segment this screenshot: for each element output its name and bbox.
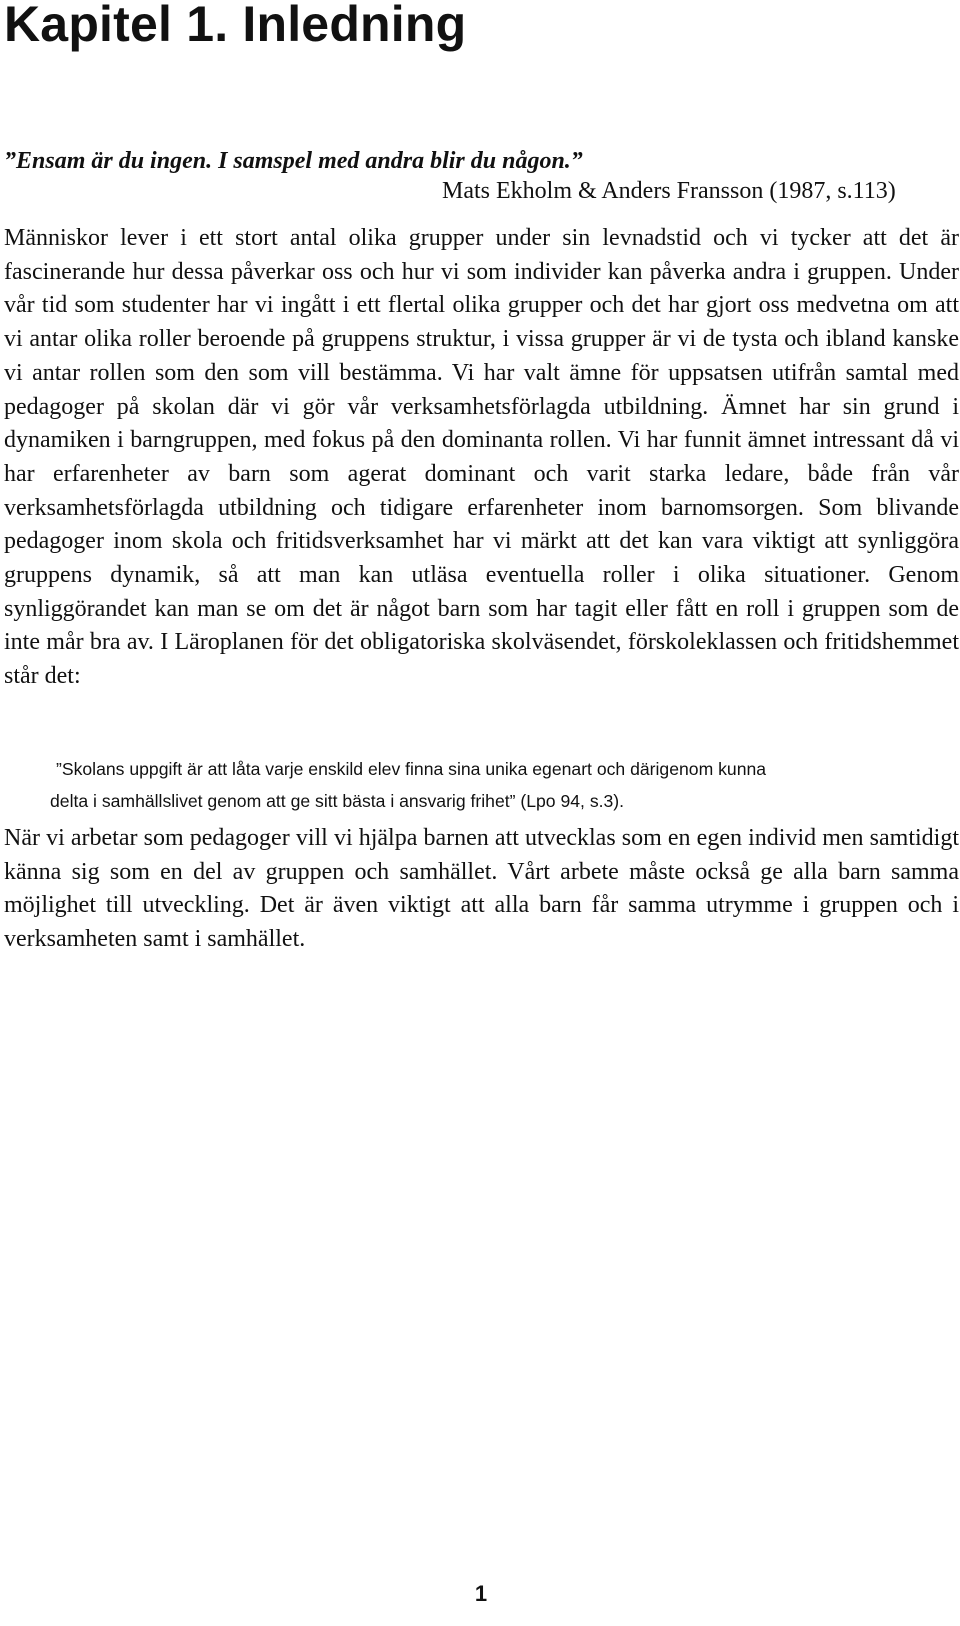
block-quote — [50, 753, 900, 817]
intro-paragraph: Människor lever i ett stort antal olika grupper under sin levnadstid och vi tycker att det är fascinerande hur dessa påverkar oss och hur vi som individer kan påverka andra i gruppen. Under vår tid som studenter har vi ingått i ett flertal olika grupper och det har gjort oss medvetna om att vi antar olika roller beroende på gruppens struktur, i vissa grupper är vi de tysta och ibland kanske vi antar rollen som den som vill bestämma. Vi har valt ämne för uppsatsen utifrån samtal med pedagoger på skolan där vi gör vår verksamhetsförlagda utbildning. Ämnet har sin grund i dynamiken i barngruppen, med fokus på den dominanta rollen. Vi har funnit ämnet intressant då vi har erfarenheter av barn som agerat dominant och varit starka ledare, både från vår verksamhetsförlagda utbildning och tidigare erfarenheter inom barnomsorgen. Som blivande pedagoger inom skola och fritidsverksamhet har vi märkt att det kan vara viktigt att synliggöra gruppens dynamik, så att man kan utläsa eventuella roller i olika situationer. Genom synliggörandet kan man se om det är något barn som har tagit eller fått en roll i gruppen som de inte mår bra av. I Läroplanen för det obligatoriska skolväsendet, förskoleklassen och fritidshemmet står det: — [4, 225, 959, 690]
block-quote-line-2: delta i samhällslivet genom att ge sitt bästa i ansvarig frihet” (Lpo 94, s.3). — [50, 791, 625, 811]
epigraph — [4, 146, 942, 206]
block-quote-line-1: ”Skolans uppgift är att låta varje enskild elev finna sina unika egenart och därigenom kunna — [56, 759, 767, 779]
chapter-title: Kapitel 1. Inledning — [4, 0, 467, 52]
page-number: 1 — [474, 1581, 488, 1606]
closing-paragraph: När vi arbetar som pedagoger vill vi hjälpa barnen att utvecklas som en egen individ men samtidigt känna sig som en del av gruppen och samhället. Vårt arbete måste också ge alla barn samma möjlighet till utveckling. Det är även viktigt att alla barn får samma utrymme i gruppen och i verksamheten samt i samhället. — [4, 825, 959, 953]
epigraph-source: Mats Ekholm & Anders Fransson (1987, s.113) — [442, 178, 896, 204]
epigraph-quote: ”Ensam är du ingen. I samspel med andra blir du någon.” — [4, 148, 583, 174]
